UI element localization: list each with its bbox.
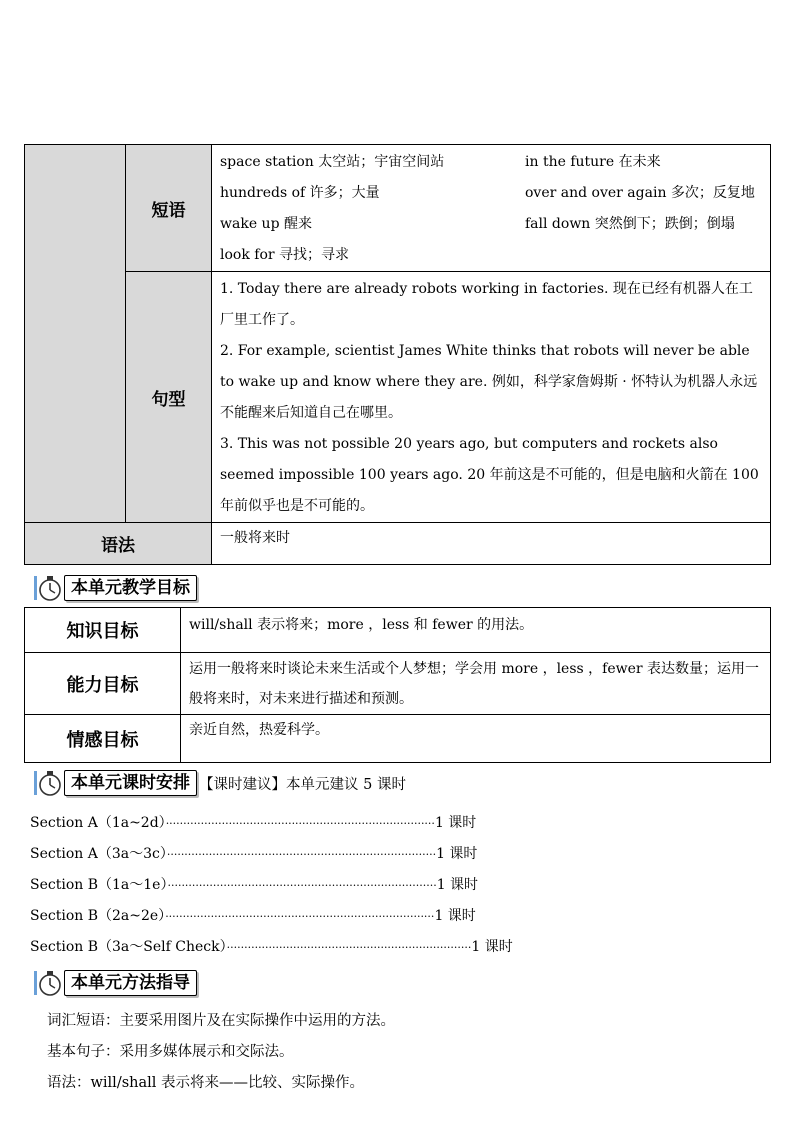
goals-header	[32, 573, 197, 603]
goal-label: 能力目标	[25, 653, 181, 715]
phrase-row: space station 太空站；宇宙空间站 in the future 在未来	[220, 154, 661, 170]
schedule-item: Section A（3a～3c）·············································································1 课时	[30, 846, 478, 862]
goal-text: 运用一般将来时谈论未来生活或个人梦想；学会用 more ，less ，fewer 表达数量；运用一般将来时，对未来进行描述和预测。	[181, 653, 771, 715]
blank-side-cell	[25, 145, 126, 523]
method-line: 语法：will/shall 表示将来——比较、实际操作。	[47, 1075, 365, 1091]
sentence-2: 2. For example, scientist James White thinks that robots will never be able to wake up and know where they are. 例如，科学家詹姆斯 · 怀特认为机器人永远不能醒来后知道自己在哪里。	[220, 343, 758, 421]
sentence-1: 1. Today there are already robots working in factories. 现在已经有机器人在工厂里工作了。	[220, 281, 753, 328]
method-line: 词汇短语：主要采用图片及在实际操作中运用的方法。	[47, 1013, 395, 1029]
method-title: 本单元方法指导	[64, 970, 197, 996]
goal-label: 情感目标	[25, 715, 181, 763]
method-line: 基本句子：采用多媒体展示和交际法。	[47, 1044, 294, 1060]
schedule-suggestion: 【课时建议】本单元建议 5 课时	[199, 776, 406, 793]
sentences-cell	[212, 272, 771, 523]
stopwatch-icon	[32, 768, 64, 798]
schedule-item: Section B（2a~2e）·············································································1 课时	[30, 908, 476, 924]
schedule-title: 本单元课时安排	[64, 770, 197, 796]
sentence-3: 3. This was not possible 20 years ago, but computers and rockets also seemed impossible 100 years ago. 20 年前这是不可能的，但是电脑和火箭在 100 年前似乎也是不可能的。	[220, 436, 759, 514]
sentences-label: 句型	[126, 272, 212, 523]
goal-text: will/shall 表示将来；more ，less 和 fewer 的用法。	[181, 608, 771, 653]
grammar-label: 语法	[25, 523, 212, 565]
goal-text: 亲近自然，热爱科学。	[181, 715, 771, 763]
phrase-row: look for 寻找；寻求	[220, 247, 350, 263]
vocab-table	[24, 144, 771, 565]
phrases-label: 短语	[126, 145, 212, 272]
phrase-row: hundreds of 许多；大量 over and over again 多次；反复地	[220, 185, 755, 201]
phrase-row: wake up 醒来 fall down 突然倒下；跌倒；倒塌	[220, 216, 735, 232]
goal-label: 知识目标	[25, 608, 181, 653]
phrases-cell	[212, 145, 771, 272]
stopwatch-icon	[32, 968, 64, 998]
schedule-header	[32, 768, 406, 798]
method-header	[32, 968, 197, 998]
stopwatch-icon	[32, 573, 64, 603]
schedule-item: Section B（3a～Self Check）······································································1 课时	[30, 939, 513, 955]
schedule-item: Section A（1a~2d）·············································································1 课时	[30, 815, 477, 831]
goals-title: 本单元教学目标	[64, 575, 197, 601]
schedule-item: Section B（1a～1e）·············································································1 课时	[30, 877, 479, 893]
goals-table	[24, 607, 771, 763]
grammar-cell: 一般将来时	[212, 523, 771, 565]
